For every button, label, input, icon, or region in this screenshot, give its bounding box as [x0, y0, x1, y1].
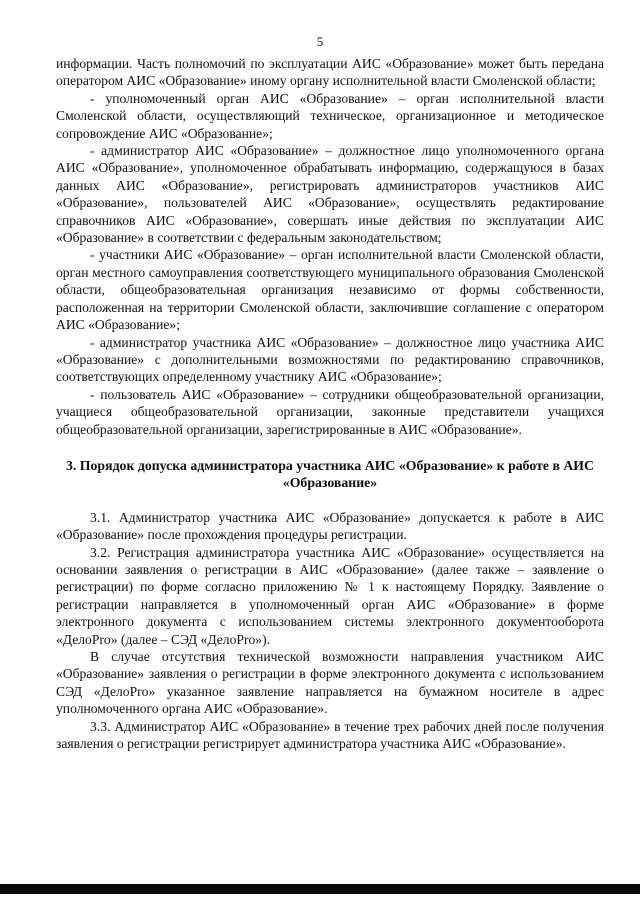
definition-authorized-body: - уполномоченный орган АИС «Образование» – орган исполнительной власти Смоленской области, осуществляющий техническое, организационное и методическое сопровождение АИС «Образование»;: [56, 90, 604, 141]
clause-3-2: 3.2. Регистрация администратора участника АИС «Образование» осуществляется на основании заявления о регистрации в АИС «Образование» (далее также – заявление о регистрации) по форме согласно приложению № 1 к настоящему Порядку. Заявление о регистрации направляется в уполномоченный орган АИС «Образование» в форме электронного документа с использованием системы электронного документооборота «ДелоPro» (далее – СЭД «ДелоPro»).: [56, 544, 604, 647]
document-body: [56, 55, 604, 752]
definition-administrator: - администратор АИС «Образование» – должностное лицо уполномоченного органа АИС «Образование», уполномоченное обрабатывать информацию, содержащуюся в базах данных АИС «Образование», регистрировать администраторов участников АИС «Образование», пользователей АИС «Образование», осуществлять редактирование справочников АИС «Образование», совершать иные действия по эксплуатации АИС «Образование» в соответствии с федеральным законодательством;: [56, 143, 604, 246]
scan-bottom-border: [0, 884, 640, 894]
clause-3-1: 3.1. Администратор участника АИС «Образование» допускается к работе в АИС «Образование» после прохождения процедуры регистрации.: [56, 509, 604, 543]
definition-user: - пользователь АИС «Образование» – сотрудники общеобразовательной организации, учащиеся общеобразовательной организации, законные представители учащихся общеобразовательной организации, зарегистрированные в АИС «Образование».: [56, 386, 604, 437]
paragraph-continuation: информации. Часть полномочий по эксплуатации АИС «Образование» может быть передана оператором АИС «Образование» иному органу исполнительной власти Смоленской области;: [56, 56, 604, 89]
page-number: 5: [316, 34, 324, 49]
clause-3-2-paper: В случае отсутствия технической возможности направления участником АИС «Образование» заявления о регистрации в форме электронного документа с использованием СЭД «ДелоPro» указанное заявление направляется на бумажном носителе в адрес уполномоченного органа АИС «Образование».: [56, 649, 604, 717]
definition-participant-administrator: - администратор участника АИС «Образование» – должностное лицо участника АИС «Образование» с дополнительными возможностями по редактированию справочников, соответствующих определенному участнику АИС «Образование»;: [56, 334, 604, 385]
clause-3-3: 3.3. Администратор АИС «Образование» в течение трех рабочих дней после получения заявления о регистрации регистрирует администратора участника АИС «Образование».: [56, 718, 604, 752]
section-heading: 3. Порядок допуска администратора участника АИС «Образование» к работе в АИС «Образование»: [66, 457, 594, 491]
definition-participants: - участники АИС «Образование» – орган исполнительной власти Смоленской области, орган местного самоуправления соответствующего муниципального образования Смоленской области, общеобразовательная организация независимо от формы собственности, расположенная на территории Смоленской области, заключившие соглашение с оператором АИС «Образование»;: [56, 247, 604, 333]
